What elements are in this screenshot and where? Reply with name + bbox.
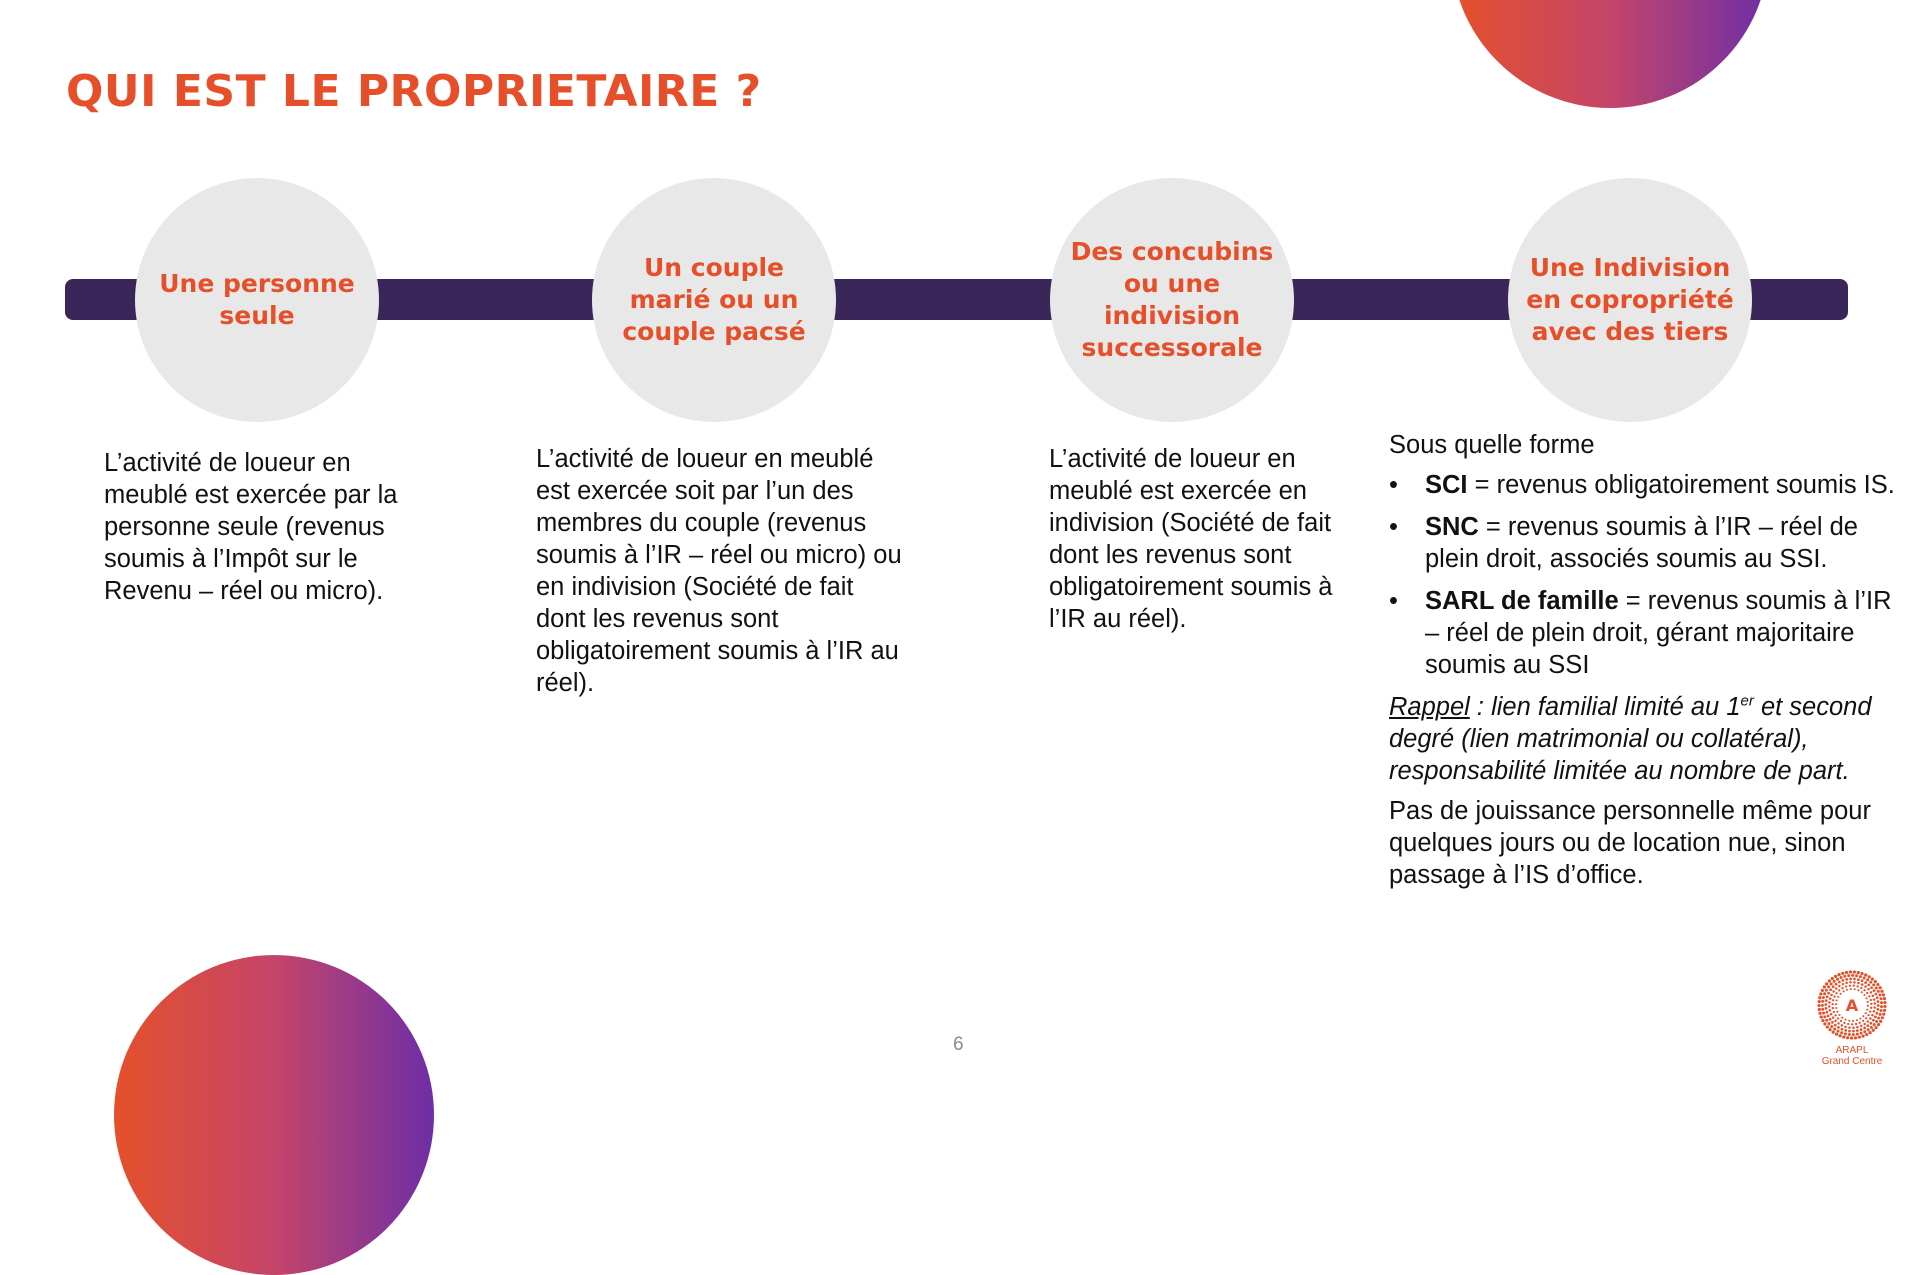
arapl-logo (1812, 970, 1892, 1067)
page-title: QUI EST LE PROPRIETAIRE ? (66, 66, 762, 117)
form-name: SNC (1425, 513, 1479, 541)
list-item: • SNC = revenus soumis à l’IR – réel de plein droit, associés soumis au SSI. (1389, 513, 1858, 573)
rappel-text: : lien familial limité au 1 (1469, 693, 1741, 721)
node-label: Une personne seule (159, 269, 355, 330)
form-description: = revenus soumis à l’IR – réel de plein droit, gérant majoritaire soumis au SSI (1425, 587, 1892, 679)
node-label: Des concubins ou une indivision successorale (1070, 237, 1274, 362)
sunburst-logo-icon (1817, 970, 1887, 1040)
node-label: Une Indivision en copropriété avec des tiers (1526, 253, 1734, 346)
forms-intro: Sous quelle forme (1389, 431, 1595, 459)
form-description: = revenus soumis à l’IR – réel de plein droit, associés soumis au SSI. (1425, 513, 1858, 573)
node-couple (592, 178, 836, 422)
form-description: = revenus obligatoirement soumis IS. (1467, 471, 1895, 499)
description-personne-seule: L’activité de loueur en meublé est exercée par la personne seule (revenus soumis à l’Impôt sur le Revenu – réel ou micro). (104, 449, 398, 605)
rappel-text: et second degré (lien matrimonial ou collatéral), responsabilité limitée au nombre de part. (1389, 693, 1872, 785)
page-number: 6 (953, 1034, 964, 1055)
footer-note: Pas de jouissance personnelle même pour quelques jours ou de location nue, sinon passage à l’IS d’office. (1389, 797, 1871, 889)
form-name: SARL de famille (1425, 587, 1619, 615)
decorative-gradient-circle-bottom (114, 955, 434, 1275)
list-item: • SCI = revenus obligatoirement soumis IS. (1389, 471, 1895, 499)
rappel-label: Rappel (1389, 693, 1470, 721)
description-couple: L’activité de loueur en meublé est exercée soit par l’un des membres du couple (revenus soumis à l’IR – réel ou micro) ou en indivision (Société de fait dont les revenus sont obligatoirement soumis à l’IR au réel). (536, 445, 902, 697)
form-name: SCI (1425, 471, 1468, 499)
rappel-note (1389, 691, 1899, 787)
rappel-sup: er (1740, 692, 1754, 710)
node-personne-seule (135, 178, 379, 422)
forms-list (1389, 469, 1899, 681)
svg-text:A: A (1845, 996, 1859, 1015)
description-concubins: L’activité de loueur en meublé est exercée en indivision (Société de fait dont les revenus sont obligatoirement soumis à l’IR au réel). (1049, 445, 1333, 633)
node-indivision (1508, 178, 1752, 422)
logo-text: ARAPL (1835, 1045, 1869, 1056)
node-concubins (1050, 178, 1294, 422)
description-indivision (1389, 429, 1899, 899)
decorative-gradient-circle-top (1451, 0, 1769, 108)
node-label: Un couple marié ou un couple pacsé (622, 253, 806, 346)
logo-text: Grand Centre (1821, 1056, 1883, 1067)
list-item: • SARL de famille = revenus soumis à l’IR – réel de plein droit, gérant majoritaire soumis au SSI (1389, 587, 1892, 679)
